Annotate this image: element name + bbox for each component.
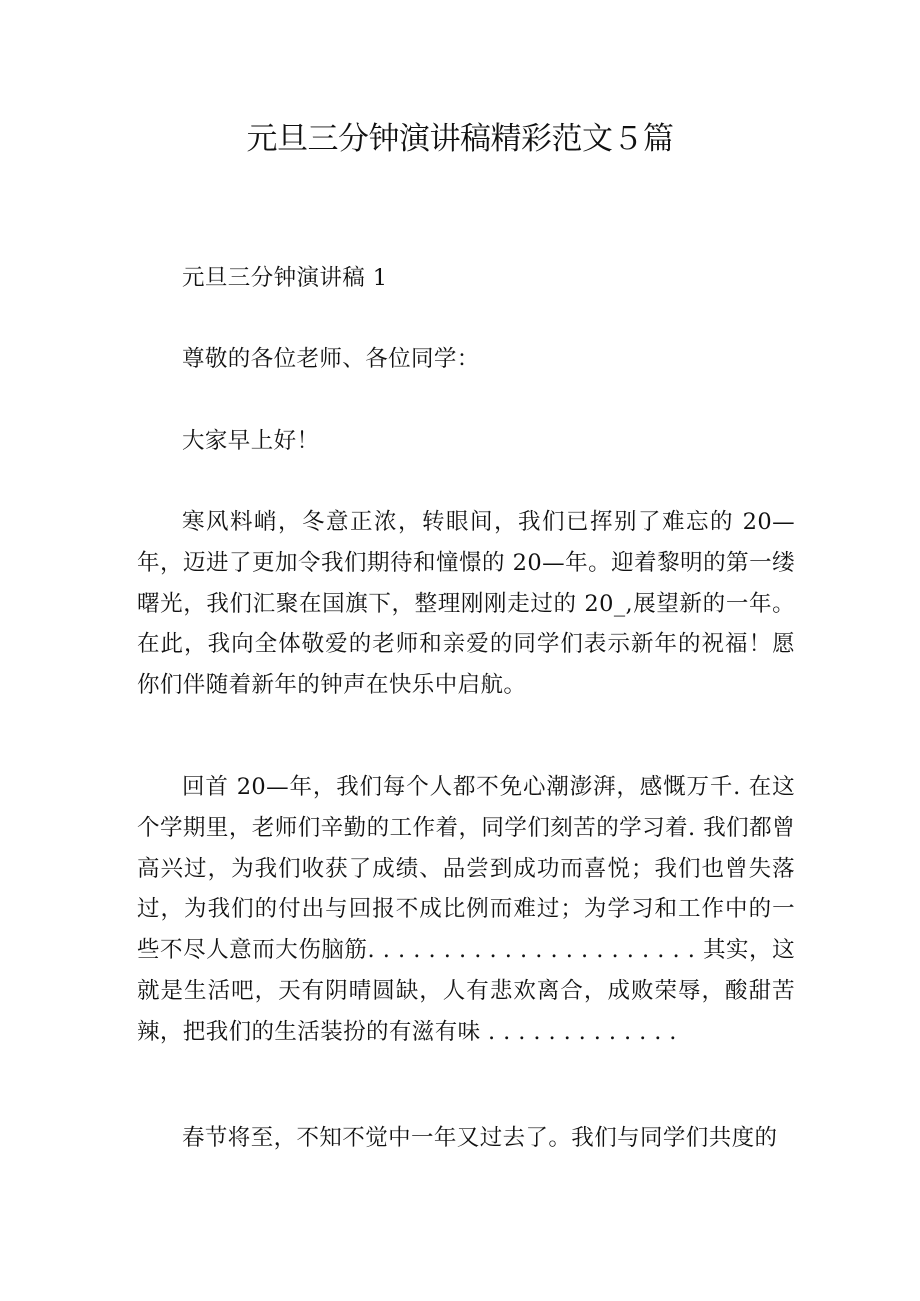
section-heading: 元旦三分钟演讲稿 1	[182, 265, 388, 291]
body-paragraph-3: 春节将至，不知不觉中一年又过去了。我们与同学们共度的	[182, 1125, 778, 1151]
greeting: 大家早上好！	[182, 428, 320, 454]
document-title: 元旦三分钟演讲稿精彩范文５篇	[246, 121, 674, 157]
body-paragraph-1: 寒风料峭，冬意正浓，转眼间，我们已挥别了难忘的 20—年，迈进了更加令我们期待和憧憬的 20—年。迎着黎明的第一缕曙光，我们汇聚在国旗下，整理刚刚走过的 20_,展望新的一年。在此，我向全体敬爱的老师和亲爱的同学们表示新年的祝福！愿你们伴随着新年的钟声在快乐中启航。	[137, 509, 795, 699]
salutation: 尊敬的各位老师、各位同学：	[182, 346, 480, 372]
body-paragraph-2: 回首 20—年，我们每个人都不免心潮澎湃，感慨万千. 在这个学期里，老师们辛勤的工作着，同学们刻苦的学习着. 我们都曾高兴过，为我们收获了成绩、品尝到成功而喜悦；我们也曾失落过，为我们的付出与回报不成比例而难过；为学习和工作中的一些不尽人意而大伤脑筋. . . . . . . . . . . . . . . . . . . . . . 其实，这就是生活吧，天有阴晴圆缺，人有悲欢离合，成败荣辱，酸甜苦辣，把我们的生活装扮的有滋有味 . . . . . . . . . . . . .	[137, 774, 795, 1045]
